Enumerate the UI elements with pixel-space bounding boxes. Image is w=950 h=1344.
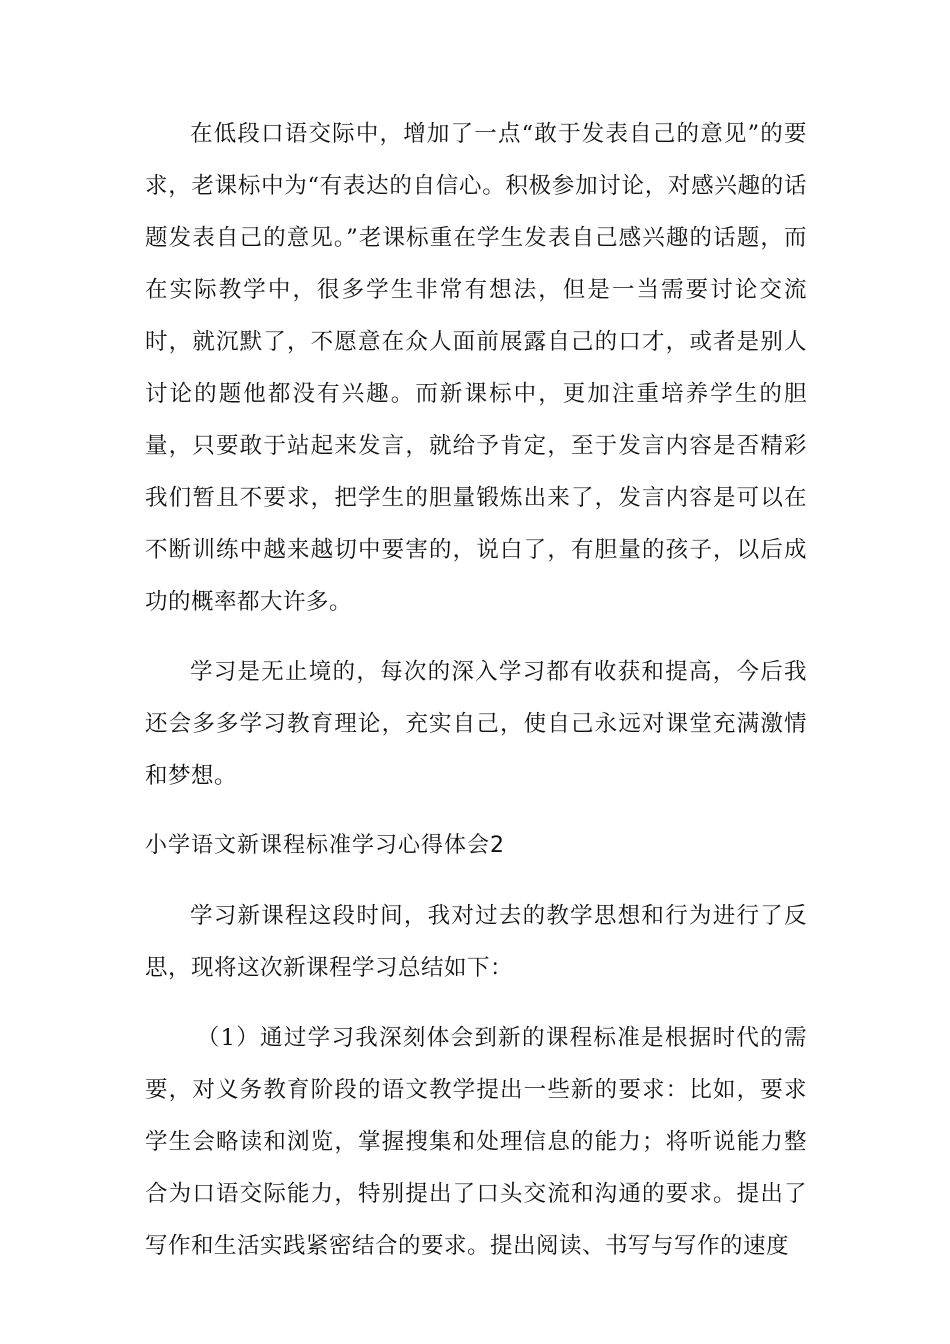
body-paragraph: （1）通过学习我深刻体会到新的课程标准是根据时代的需要，对义务教育阶段的语文教学提出一些新的要求：比如，要求学生会略读和浏览，掌握搜集和处理信息的能力；将听说能力整合为口语交际能力，特别提出了口头交流和沟通的要求。提出了写作和生活实践紧密结合的要求。提出阅读、书写与写作的速度 [145, 1025, 807, 1259]
body-paragraph: 学习是无止境的，每次的深入学习都有收获和提高，今后我还会多多学习教育理论，充实自己，使自己永远对课堂充满激情和梦想。 [145, 659, 807, 789]
body-paragraph: 在低段口语交际中，增加了一点“敢于发表自己的意见”的要求，老课标中为“有表达的自信心。积极参加讨论，对感兴趣的话题发表自己的意见。”老课标重在学生发表自己感兴趣的话题，而在实际教学中，很多学生非常有想法，但是一当需要讨论交流时，就沉默了，不愿意在众人面前展露自己的口才，或者是别人讨论的题他都没有兴趣。而新课标中，更加注重培养学生的胆量，只要敢于站起来发言，就给予肯定，至于发言内容是否精彩我们暂且不要求，把学生的胆量锻炼出来了，发言内容是可以在不断训练中越来越切中要害的，说白了，有胆量的孩子，以后成功的概率都大许多。 [145, 121, 807, 615]
document-page [145, 108, 807, 1272]
section-heading: 小学语文新课程标准学习心得体会2 [145, 833, 505, 858]
body-paragraph: 学习新课程这段时间，我对过去的教学思想和行为进行了反思，现将这次新课程学习总结如下： [145, 903, 807, 981]
